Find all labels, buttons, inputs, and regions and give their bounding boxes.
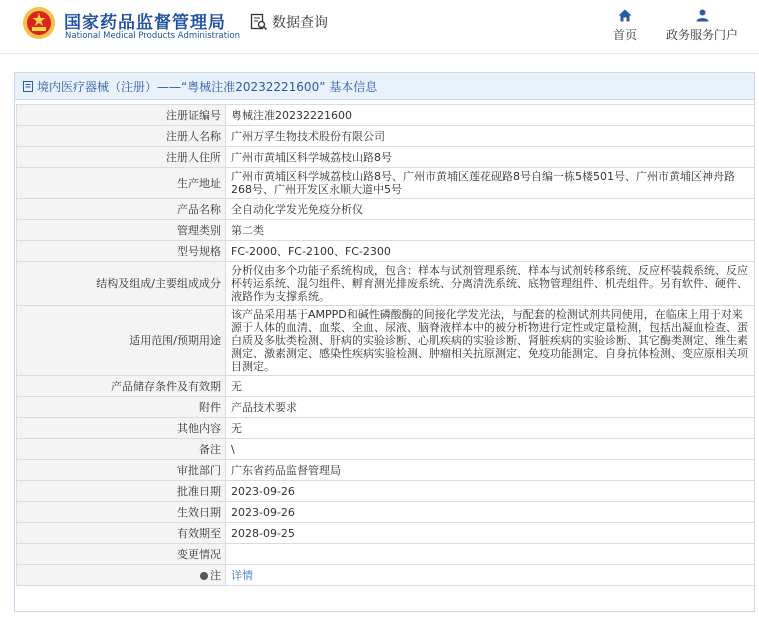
note-value-cell [226, 565, 755, 586]
table-row [17, 105, 755, 126]
table-row [17, 306, 755, 376]
field-value: 广州万孚生物技术股份有限公司 [226, 126, 755, 147]
field-value [226, 544, 755, 565]
details-link[interactable]: 详情 [231, 568, 253, 582]
document-search-icon [250, 13, 268, 31]
table-row [17, 262, 755, 306]
field-label: 注册证编号 [17, 105, 226, 126]
field-value: 全自动化学发光免疫分析仪 [226, 199, 755, 220]
field-label: 其他内容 [17, 418, 226, 439]
nav-home-label: 首页 [613, 28, 638, 42]
field-value: 广州市黄埔区科学城荔枝山路8号、广州市黄埔区莲花砚路8号自编一栋5楼501号、广州市黄埔区神舟路268号、广州开发区永顺大道中5号 [226, 168, 755, 199]
table-row [17, 565, 755, 586]
header-divider [0, 53, 759, 54]
table-row [17, 220, 755, 241]
field-value: 粤械注准20232221600 [226, 105, 755, 126]
field-value: 该产品采用基于AMPPD和碱性磷酸酶的间接化学发光法，与配套的检测试剂共同使用，在临床上用于对来源于人体的血清、血浆、全血、尿液、脑脊液样本中的被分析物进行定性或定量检测，包括出凝血检查、蛋白质及多肽类检测、肝病的实验诊断、心肌疾病的实验诊断、肾脏疾病的实验诊断、其它酶类测定、维生素测定、激素测定、感染性疾病实验检测、肿瘤相关抗原测定、免疫功能测定、自身抗体检测、变应原相关项目测定。 [226, 306, 755, 376]
field-label: 附件 [17, 397, 226, 418]
panel-title: 境内医疗器械（注册）——“粤械注准20232221600” 基本信息 [37, 79, 378, 94]
data-query-label: 数据查询 [272, 15, 328, 31]
field-value: 2023-09-26 [226, 502, 755, 523]
document-icon [23, 81, 33, 92]
panel-title-bar [15, 73, 754, 100]
field-label: 变更情况 [17, 544, 226, 565]
note-label-cell [17, 565, 226, 586]
field-label: 审批部门 [17, 460, 226, 481]
detail-panel [14, 72, 755, 612]
table-row [17, 147, 755, 168]
field-value: 无 [226, 376, 755, 397]
user-icon [696, 9, 709, 22]
field-label: 结构及组成/主要组成成分 [17, 262, 226, 306]
field-value: 无 [226, 418, 755, 439]
field-value: 广东省药品监督管理局 [226, 460, 755, 481]
site-header [0, 0, 759, 50]
field-value: 2028-09-25 [226, 523, 755, 544]
table-row [17, 544, 755, 565]
table-row [17, 481, 755, 502]
field-value: \ [226, 439, 755, 460]
field-label: 批准日期 [17, 481, 226, 502]
table-row [17, 168, 755, 199]
field-label: 型号规格 [17, 241, 226, 262]
note-bullet-icon [200, 572, 208, 580]
field-label: 产品储存条件及有效期 [17, 376, 226, 397]
brand-title: 国家药品监督管理局 [64, 13, 226, 33]
data-query-link[interactable] [250, 12, 328, 32]
field-label: 注册人住所 [17, 147, 226, 168]
field-label: 适用范围/预期用途 [17, 306, 226, 376]
home-icon [618, 9, 632, 22]
detail-table [16, 104, 755, 586]
table-row [17, 199, 755, 220]
table-row [17, 241, 755, 262]
nav-service-portal[interactable] [666, 9, 738, 43]
field-label: 备注 [17, 439, 226, 460]
table-row [17, 376, 755, 397]
field-value: 第二类 [226, 220, 755, 241]
nav-service-portal-label: 政务服务门户 [666, 28, 739, 42]
note-label: 注 [210, 568, 221, 582]
national-emblem-icon [22, 6, 56, 40]
table-row [17, 460, 755, 481]
field-value: FC-2000、FC-2100、FC-2300 [226, 241, 755, 262]
field-label: 生产地址 [17, 168, 226, 199]
field-value: 产品技术要求 [226, 397, 755, 418]
field-label: 产品名称 [17, 199, 226, 220]
brand-subtitle: National Medical Products Administration [65, 31, 240, 41]
table-row [17, 126, 755, 147]
field-value: 2023-09-26 [226, 481, 755, 502]
table-row [17, 397, 755, 418]
table-row [17, 523, 755, 544]
table-row [17, 418, 755, 439]
field-label: 生效日期 [17, 502, 226, 523]
field-value: 分析仪由多个功能子系统构成，包含：样本与试剂管理系统、样本与试剂转移系统、反应杯装载系统、反应杯转运系统、混匀组件、孵育测光排废系统、分离清洗系统、底物管理组件、机壳组件。另有软件、硬件、液路作为支撑系统。 [226, 262, 755, 306]
nav-home[interactable] [613, 9, 637, 43]
field-label: 注册人名称 [17, 126, 226, 147]
field-value: 广州市黄埔区科学城荔枝山路8号 [226, 147, 755, 168]
field-label: 有效期至 [17, 523, 226, 544]
table-row [17, 502, 755, 523]
table-row [17, 439, 755, 460]
field-label: 管理类别 [17, 220, 226, 241]
